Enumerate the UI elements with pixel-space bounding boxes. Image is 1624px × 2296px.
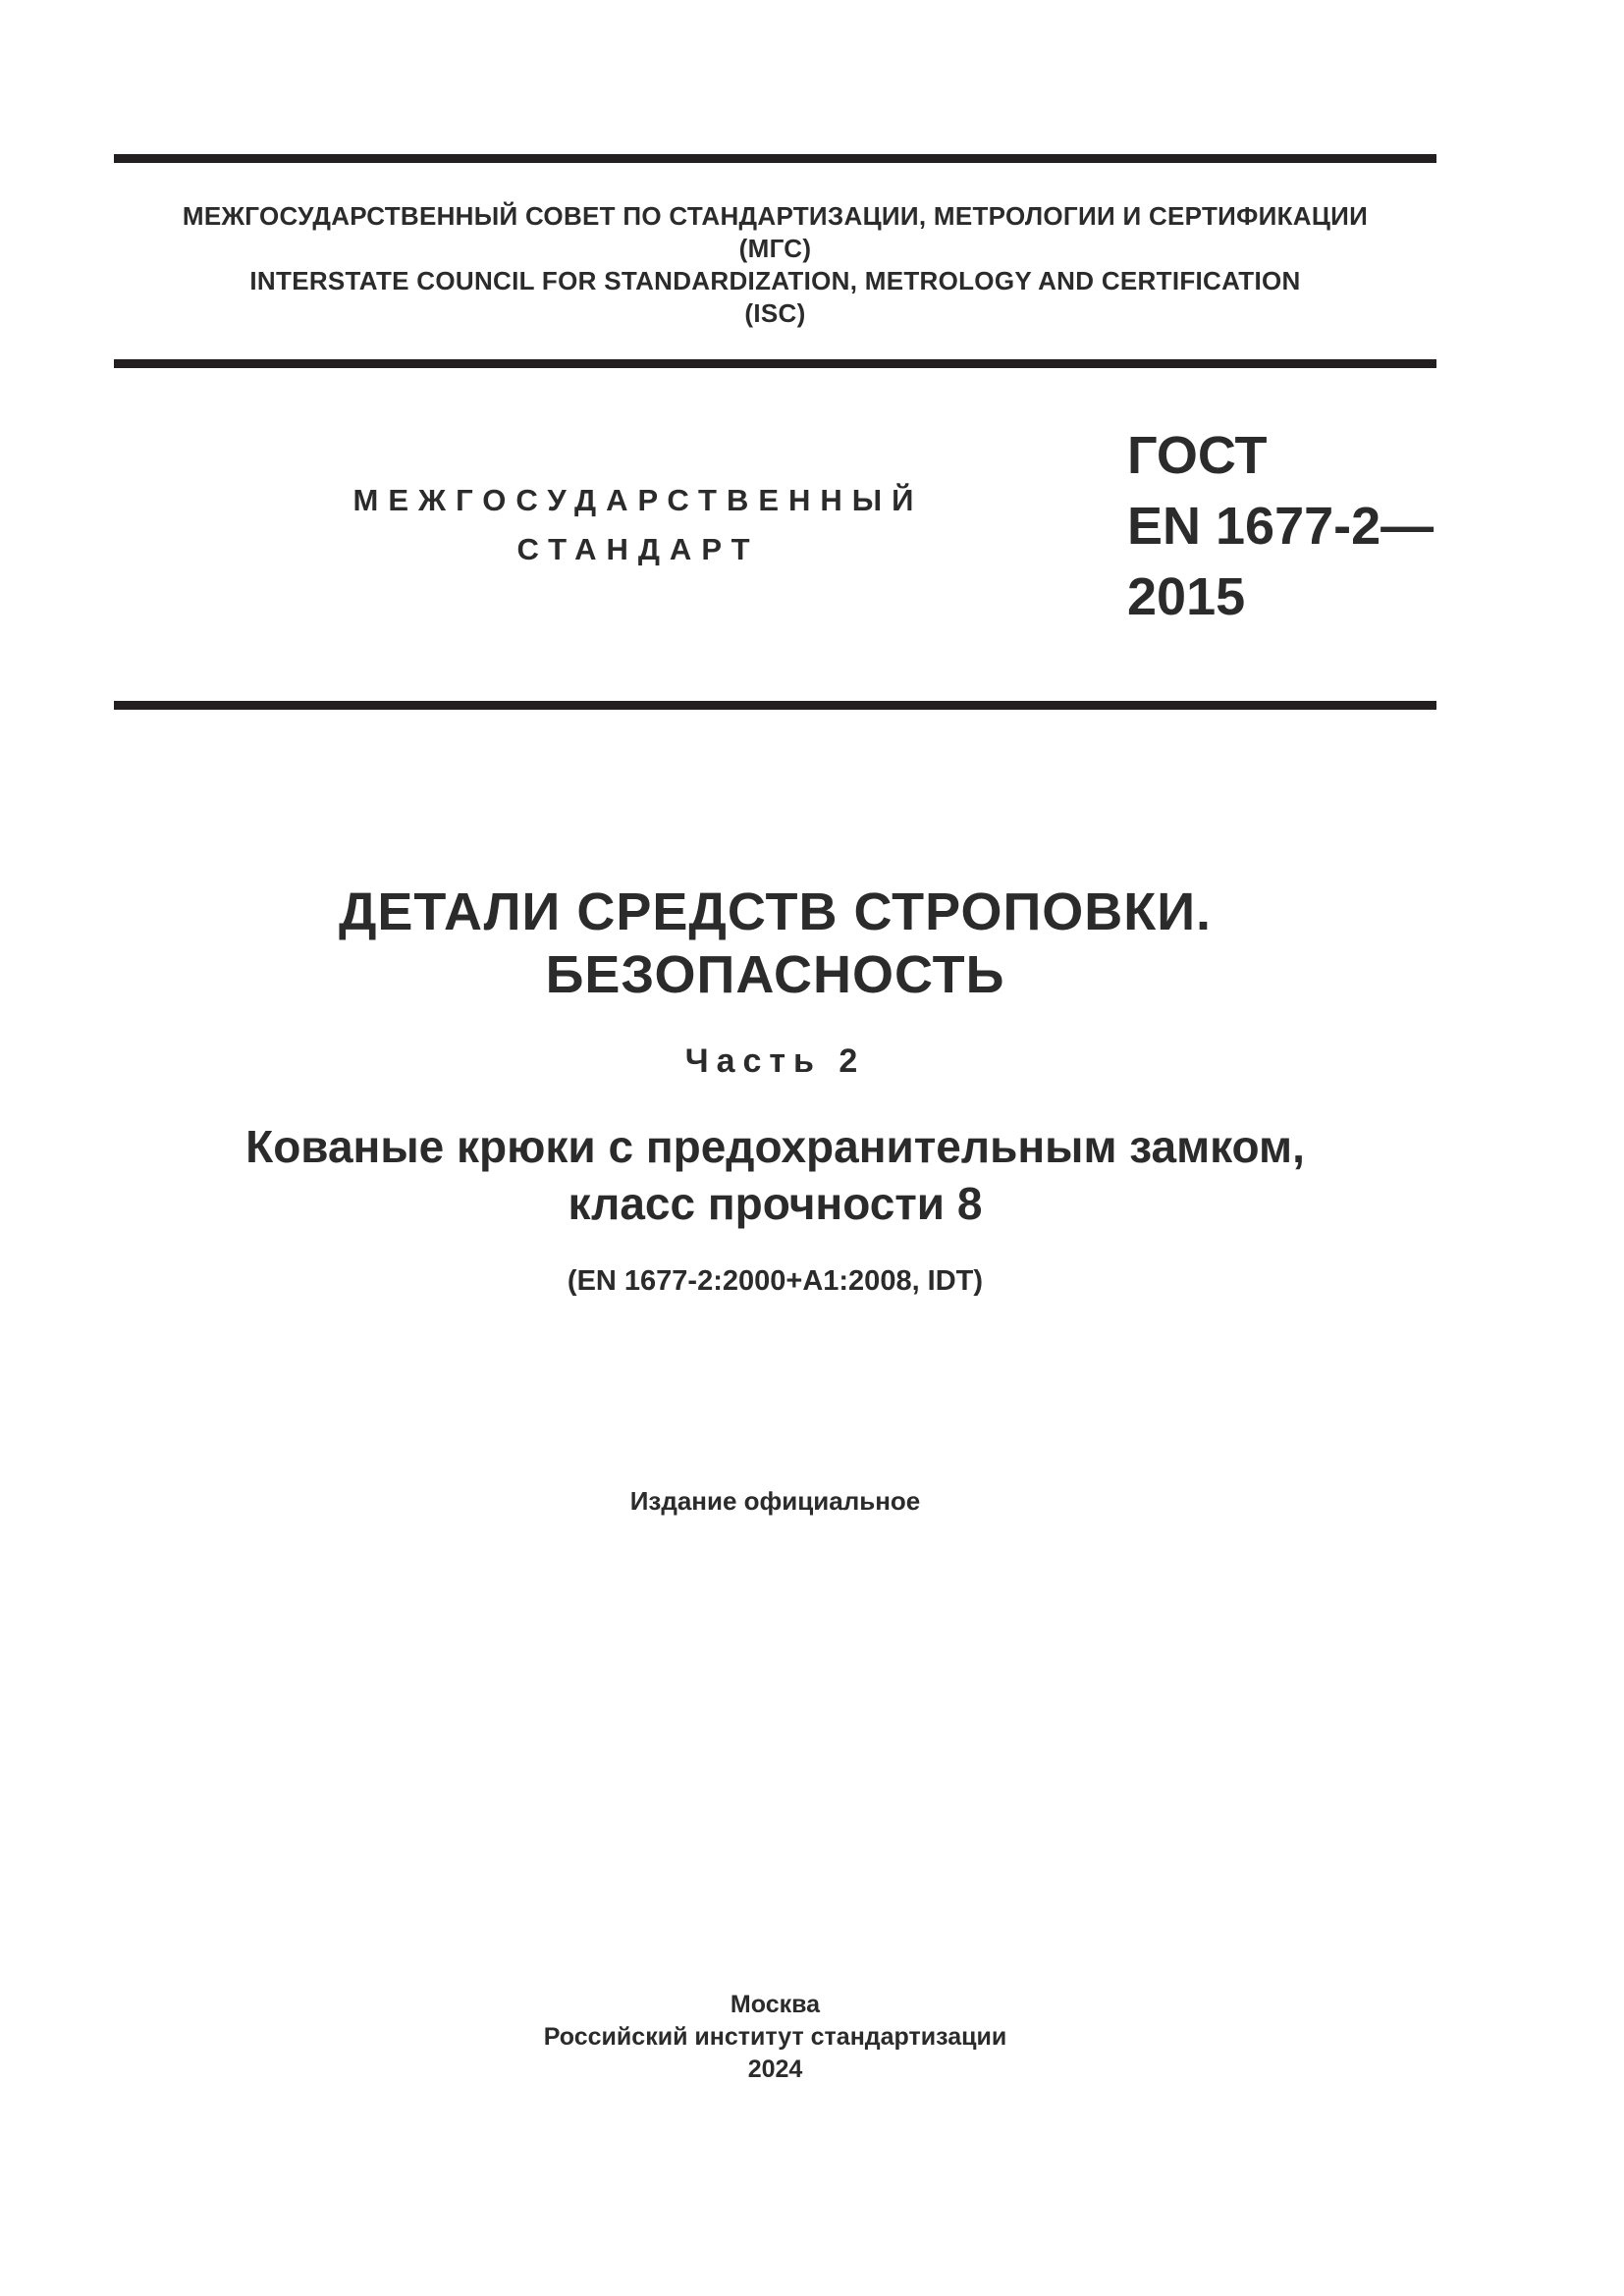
council-header: [114, 200, 1436, 330]
title-block: [114, 881, 1436, 1299]
council-name-ru: МЕЖГОСУДАРСТВЕННЫЙ СОВЕТ ПО СТАНДАРТИЗАЦИИ, МЕТРОЛОГИИ И СЕРТИФИКАЦИИ: [182, 201, 1369, 231]
imprint-publisher: Российский институт стандартизации: [543, 2023, 1007, 2051]
council-name-en: INTERSTATE COUNCIL FOR STANDARDIZATION, METROLOGY AND CERTIFICATION: [249, 266, 1301, 295]
document-subtitle-line2: класс прочности 8: [568, 1178, 983, 1229]
part-label: Часть 2: [684, 1042, 866, 1080]
document-subtitle: [114, 1118, 1436, 1232]
equivalence-reference: (EN 1677-2:2000+A1:2008, IDT): [567, 1265, 984, 1297]
standard-kind-line2: СТАНДАРТ: [516, 532, 760, 566]
standard-kind: [295, 476, 982, 574]
imprint-city: Москва: [730, 1991, 821, 2018]
document-title-line1: ДЕТАЛИ СРЕДСТВ СТРОПОВКИ.: [338, 882, 1213, 941]
bottom-rule: [114, 701, 1436, 710]
standard-designation: [1127, 420, 1434, 632]
top-rule: [114, 154, 1436, 163]
council-abbr-ru: (МГС): [738, 234, 812, 263]
designation-line2: EN 1677-2—: [1127, 497, 1435, 556]
standard-kind-line1: МЕЖГОСУДАРСТВЕННЫЙ: [352, 483, 924, 517]
imprint: [114, 1989, 1436, 2086]
edition-label: Издание официальное: [629, 1486, 921, 1516]
designation-line1: ГОСТ: [1127, 426, 1268, 485]
document-title: [114, 881, 1436, 1006]
council-abbr-en: (ISC): [744, 298, 806, 328]
middle-rule: [114, 359, 1436, 368]
imprint-year: 2024: [747, 2056, 803, 2083]
document-subtitle-line1: Кованые крюки с предохранительным замком,: [245, 1121, 1305, 1172]
designation-line3: 2015: [1127, 567, 1246, 626]
document-title-line2: БЕЗОПАСНОСТЬ: [545, 945, 1005, 1004]
